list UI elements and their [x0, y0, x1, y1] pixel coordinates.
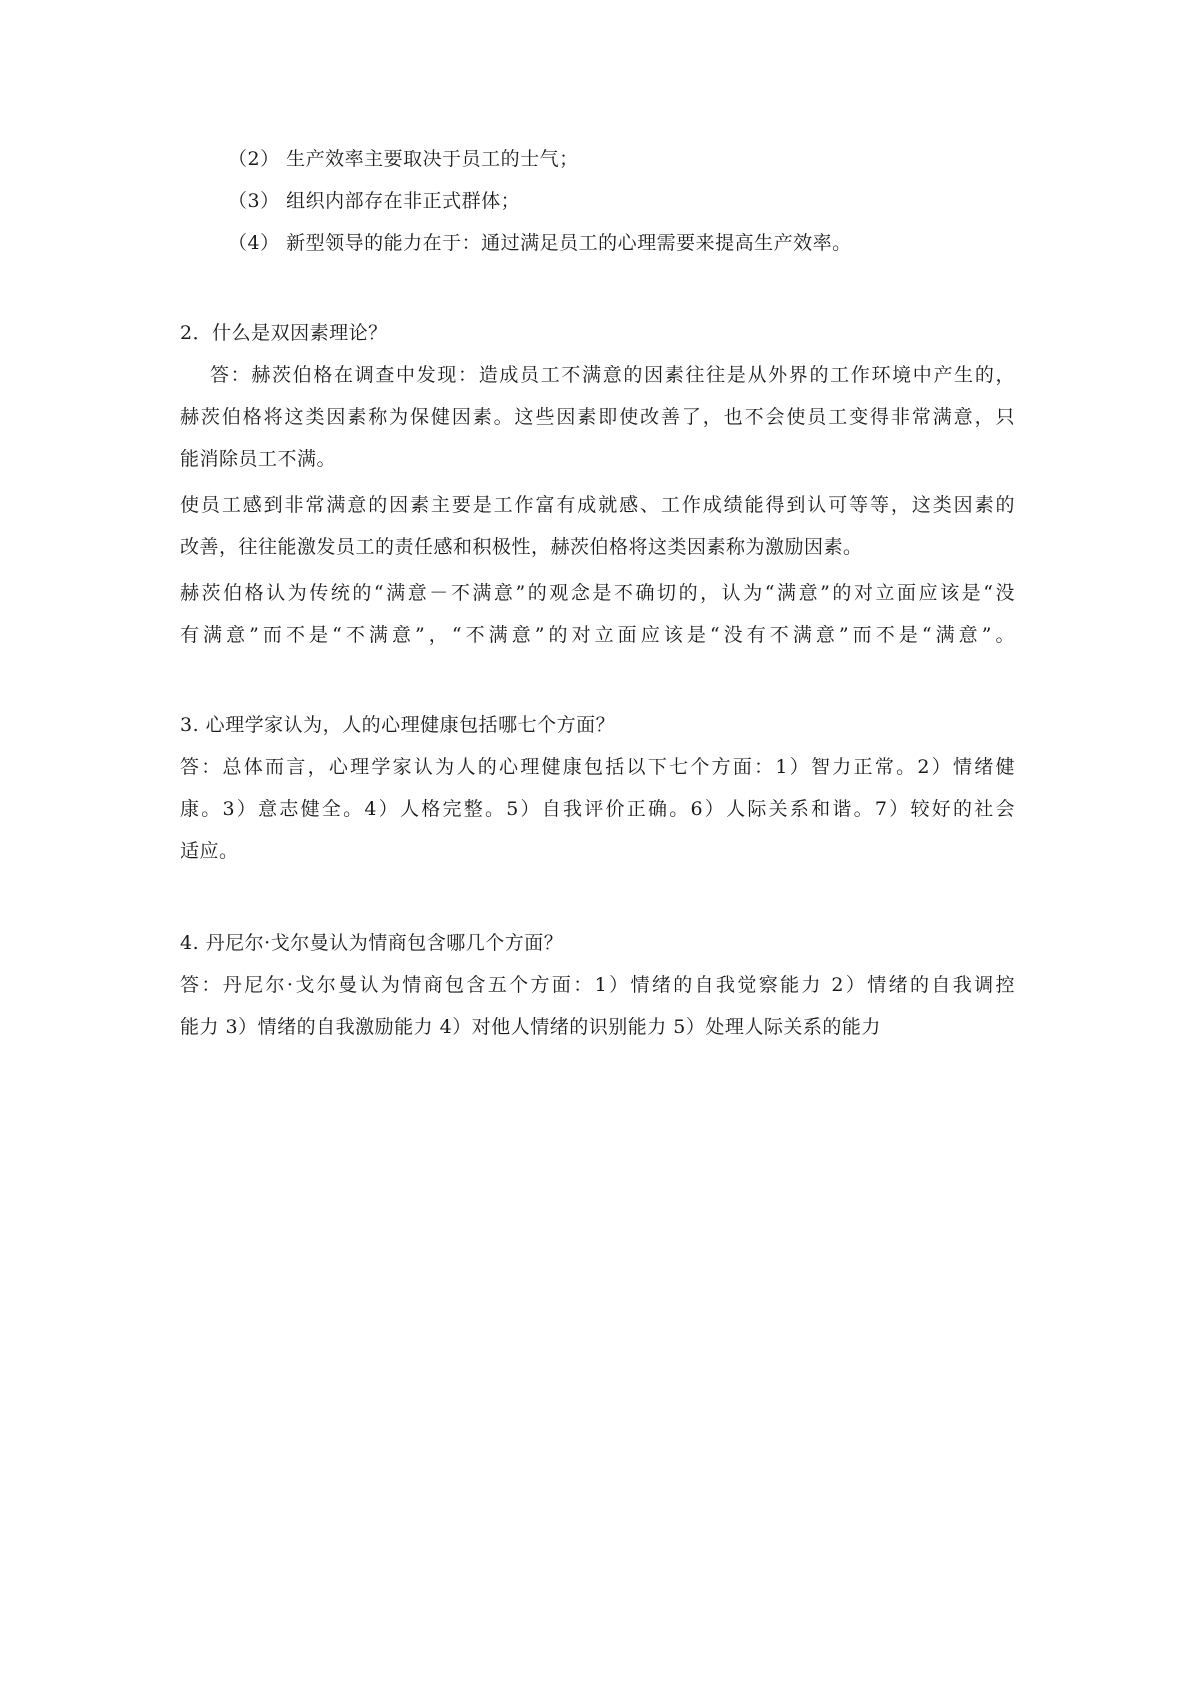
- question-heading: 4. 丹尼尔·戈尔曼认为情商包含哪几个方面？: [180, 932, 564, 954]
- answer-line: 答：丹尼尔·戈尔曼认为情商包含五个方面：1）情绪的自我觉察能力 2）情绪的自我调控: [180, 974, 1015, 996]
- answer-line: 能消除员工不满。: [180, 448, 337, 470]
- list-item: （2） 生产效率主要取决于员工的士气；: [228, 148, 579, 170]
- answer-line: 答：赫茨伯格在调查中发现：造成员工不满意的因素往往是从外界的工作环境中产生的，: [210, 364, 1015, 386]
- answer-line: 能力 3）情绪的自我激励能力 4）对他人情绪的识别能力 5）处理人际关系的能力: [180, 1016, 881, 1038]
- list-item: （4） 新型领导的能力在于：通过满足员工的心理需要来提高生产效率。: [228, 232, 852, 254]
- question-heading: 3. 心理学家认为，人的心理健康包括哪七个方面？: [180, 714, 616, 736]
- answer-line: 改善，往往能激发员工的责任感和积极性，赫茨伯格将这类因素称为激励因素。: [180, 536, 863, 558]
- answer-line: 赫茨伯格认为传统的“满意－不满意”的观念是不确切的，认为“满意”的对立面应该是“没: [180, 582, 1015, 604]
- answer-line: 康。3）意志健全。4）人格完整。5）自我评价正确。6）人际关系和谐。7）较好的社会: [180, 798, 1015, 820]
- answer-line: 赫茨伯格将这类因素称为保健因素。这些因素即使改善了，也不会使员工变得非常满意，只: [180, 406, 1015, 428]
- answer-line: 适应。: [180, 840, 239, 862]
- answer-line: 使员工感到非常满意的因素主要是工作富有成就感、工作成绩能得到认可等等，这类因素的: [180, 494, 1015, 516]
- list-item: （3） 组织内部存在非正式群体；: [228, 190, 521, 212]
- question-heading: 2．什么是双因素理论？: [180, 322, 388, 344]
- answer-line: 答：总体而言，心理学家认为人的心理健康包括以下七个方面：1）智力正常。2）情绪健: [180, 756, 1015, 778]
- answer-line: 有满意”而不是“不满意”，“不满意”的对立面应该是“没有不满意”而不是“满意”。: [180, 624, 1015, 646]
